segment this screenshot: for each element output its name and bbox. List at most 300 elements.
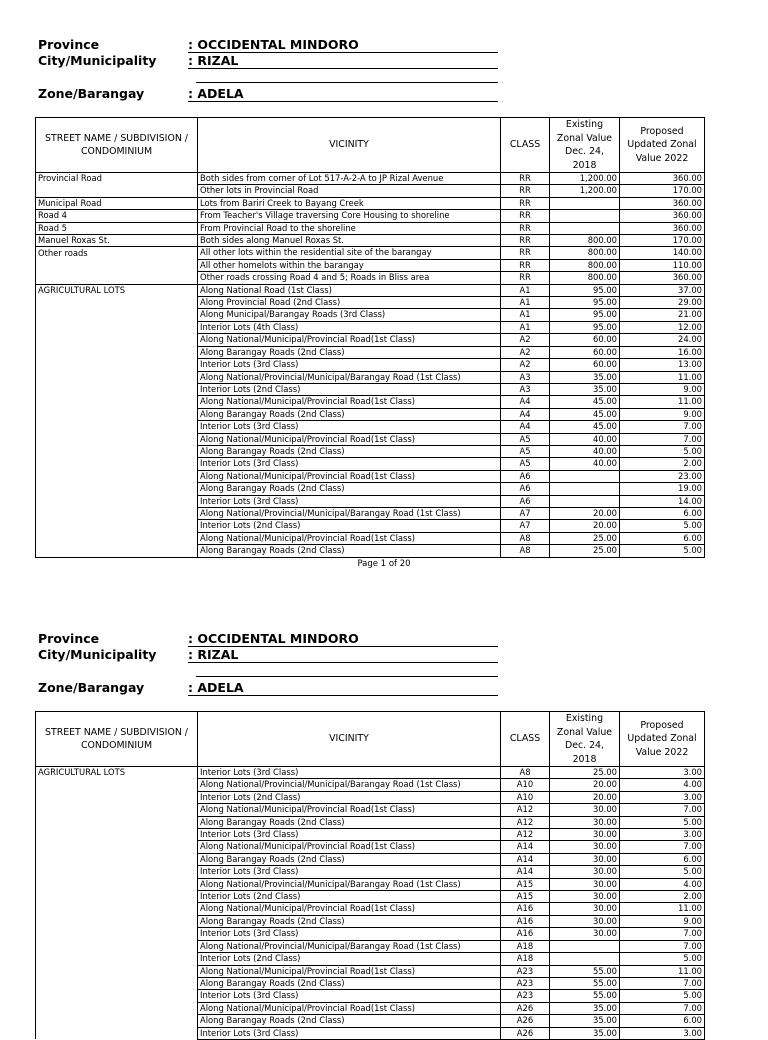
- table-header-row: [36, 712, 705, 767]
- existing-value-cell: 30.00: [550, 878, 620, 890]
- proposed-value-cell: 11.00: [620, 371, 705, 383]
- page-number: Page 1 of 20: [357, 559, 411, 569]
- table-row: [36, 779, 705, 791]
- proposed-value-cell: 24.00: [620, 334, 705, 346]
- existing-value-cell: 800.00: [550, 272, 620, 284]
- table-row: [36, 853, 705, 865]
- vicinity-cell: Interior Lots (3rd Class): [198, 421, 501, 433]
- proposed-value-cell: 12.00: [620, 321, 705, 333]
- vicinity-cell: Interior Lots (3rd Class): [198, 495, 501, 507]
- proposed-value-cell: 6.00: [620, 532, 705, 544]
- street-cell: [36, 334, 198, 346]
- zone-label: Zone/Barangay: [38, 680, 145, 695]
- existing-value-cell: 30.00: [550, 804, 620, 816]
- existing-value-cell: 45.00: [550, 408, 620, 420]
- existing-value-cell: 40.00: [550, 445, 620, 457]
- street-cell: [36, 421, 198, 433]
- table-row: [36, 767, 705, 779]
- existing-value-cell: 30.00: [550, 866, 620, 878]
- class-cell: RR: [501, 235, 550, 247]
- table-row: [36, 259, 705, 271]
- vicinity-cell: Along National/Municipal/Provincial Road(1st Class): [198, 965, 501, 977]
- table-row: [36, 421, 705, 433]
- table-row: [36, 458, 705, 470]
- province-value: : OCCIDENTAL MINDORO: [188, 37, 498, 53]
- zonal-value-table-page-2: [35, 711, 705, 1040]
- existing-value-cell: 1,200.00: [550, 185, 620, 197]
- col-proposed-header: Proposed Updated Zonal Value 2022: [620, 712, 705, 767]
- vicinity-cell: Interior Lots (3rd Class): [198, 866, 501, 878]
- vicinity-cell: Lots from Bariri Creek to Bayang Creek: [198, 197, 501, 209]
- table-row: [36, 866, 705, 878]
- class-cell: A8: [501, 532, 550, 544]
- existing-value-cell: 35.00: [550, 1027, 620, 1039]
- header-rule: [196, 82, 498, 83]
- vicinity-cell: Along Barangay Roads (2nd Class): [198, 915, 501, 927]
- street-cell: [36, 940, 198, 952]
- existing-value-cell: [550, 953, 620, 965]
- street-cell: [36, 359, 198, 371]
- proposed-value-cell: 7.00: [620, 1002, 705, 1014]
- city-value: : RIZAL: [188, 53, 498, 69]
- table-row: [36, 928, 705, 940]
- city-label: City/Municipality: [38, 647, 157, 662]
- proposed-value-cell: 6.00: [620, 853, 705, 865]
- existing-value-cell: 45.00: [550, 421, 620, 433]
- class-cell: A1: [501, 321, 550, 333]
- existing-value-cell: 1,200.00: [550, 173, 620, 185]
- table-row: [36, 334, 705, 346]
- street-cell: [36, 520, 198, 532]
- class-cell: A4: [501, 396, 550, 408]
- street-cell: [36, 396, 198, 408]
- vicinity-cell: From Teacher's Village traversing Core Housing to shoreline: [198, 210, 501, 222]
- proposed-value-cell: 5.00: [620, 445, 705, 457]
- class-cell: A4: [501, 408, 550, 420]
- street-cell: AGRICULTURAL LOTS: [36, 284, 198, 296]
- street-cell: [36, 853, 198, 865]
- proposed-value-cell: 7.00: [620, 928, 705, 940]
- proposed-value-cell: 37.00: [620, 284, 705, 296]
- proposed-value-cell: 360.00: [620, 272, 705, 284]
- proposed-value-cell: 11.00: [620, 903, 705, 915]
- table-row: [36, 445, 705, 457]
- table-row: [36, 804, 705, 816]
- street-cell: [36, 866, 198, 878]
- proposed-value-cell: 2.00: [620, 458, 705, 470]
- proposed-value-cell: 11.00: [620, 396, 705, 408]
- existing-value-cell: 30.00: [550, 829, 620, 841]
- proposed-value-cell: 5.00: [620, 953, 705, 965]
- proposed-value-cell: 360.00: [620, 197, 705, 209]
- proposed-value-cell: 14.00: [620, 495, 705, 507]
- street-cell: Provincial Road: [36, 173, 198, 185]
- proposed-value-cell: 360.00: [620, 173, 705, 185]
- col-vicinity-header: VICINITY: [198, 712, 501, 767]
- table-row: [36, 284, 705, 296]
- class-cell: A2: [501, 346, 550, 358]
- proposed-value-cell: 110.00: [620, 259, 705, 271]
- class-cell: A14: [501, 853, 550, 865]
- table-row: [36, 878, 705, 890]
- proposed-value-cell: 4.00: [620, 878, 705, 890]
- col-class-header: CLASS: [501, 712, 550, 767]
- vicinity-cell: Along Barangay Roads (2nd Class): [198, 408, 501, 420]
- existing-value-cell: 20.00: [550, 520, 620, 532]
- vicinity-cell: Along National/Provincial/Municipal/Barangay Road (1st Class): [198, 371, 501, 383]
- vicinity-cell: All other lots within the residential site of the barangay: [198, 247, 501, 259]
- class-cell: RR: [501, 185, 550, 197]
- table-row: [36, 346, 705, 358]
- existing-value-cell: 30.00: [550, 891, 620, 903]
- vicinity-cell: Along National/Municipal/Provincial Road(1st Class): [198, 903, 501, 915]
- table-row: [36, 383, 705, 395]
- street-cell: [36, 185, 198, 197]
- table-row: [36, 210, 705, 222]
- existing-value-cell: 40.00: [550, 458, 620, 470]
- table-body-page-1: [36, 173, 705, 558]
- table-row: [36, 791, 705, 803]
- proposed-value-cell: 5.00: [620, 866, 705, 878]
- class-cell: A7: [501, 507, 550, 519]
- proposed-value-cell: 7.00: [620, 421, 705, 433]
- col-proposed-header: Proposed Updated Zonal Value 2022: [620, 118, 705, 173]
- class-cell: A18: [501, 940, 550, 952]
- existing-value-cell: 30.00: [550, 816, 620, 828]
- table-row: [36, 173, 705, 185]
- proposed-value-cell: 16.00: [620, 346, 705, 358]
- proposed-value-cell: 3.00: [620, 1027, 705, 1039]
- class-cell: A2: [501, 359, 550, 371]
- vicinity-cell: Along National/Municipal/Provincial Road(1st Class): [198, 804, 501, 816]
- street-cell: [36, 915, 198, 927]
- existing-value-cell: [550, 483, 620, 495]
- street-cell: Road 4: [36, 210, 198, 222]
- street-cell: [36, 804, 198, 816]
- street-cell: [36, 829, 198, 841]
- existing-value-cell: 35.00: [550, 371, 620, 383]
- class-cell: A23: [501, 965, 550, 977]
- vicinity-cell: Along Barangay Roads (2nd Class): [198, 346, 501, 358]
- existing-value-cell: 25.00: [550, 767, 620, 779]
- street-cell: [36, 816, 198, 828]
- vicinity-cell: Interior Lots (3rd Class): [198, 829, 501, 841]
- proposed-value-cell: 6.00: [620, 1015, 705, 1027]
- existing-value-cell: 95.00: [550, 309, 620, 321]
- vicinity-cell: Interior Lots (2nd Class): [198, 891, 501, 903]
- existing-value-cell: [550, 495, 620, 507]
- existing-value-cell: 55.00: [550, 965, 620, 977]
- proposed-value-cell: 9.00: [620, 408, 705, 420]
- city-label: City/Municipality: [38, 53, 157, 68]
- class-cell: A5: [501, 458, 550, 470]
- existing-value-cell: 60.00: [550, 346, 620, 358]
- vicinity-cell: Interior Lots (2nd Class): [198, 383, 501, 395]
- proposed-value-cell: 360.00: [620, 222, 705, 234]
- vicinity-cell: Along Barangay Roads (2nd Class): [198, 853, 501, 865]
- street-cell: [36, 297, 198, 309]
- class-cell: A16: [501, 928, 550, 940]
- vicinity-cell: Along National/Provincial/Municipal/Barangay Road (1st Class): [198, 779, 501, 791]
- class-cell: A15: [501, 891, 550, 903]
- class-cell: A26: [501, 1027, 550, 1039]
- proposed-value-cell: 7.00: [620, 433, 705, 445]
- street-cell: [36, 779, 198, 791]
- vicinity-cell: Interior Lots (3rd Class): [198, 1027, 501, 1039]
- vicinity-cell: All other homelots within the barangay: [198, 259, 501, 271]
- class-cell: A26: [501, 1002, 550, 1014]
- class-cell: RR: [501, 173, 550, 185]
- vicinity-cell: Along National/Municipal/Provincial Road(1st Class): [198, 396, 501, 408]
- proposed-value-cell: 11.00: [620, 965, 705, 977]
- vicinity-cell: Along National Road (1st Class): [198, 284, 501, 296]
- proposed-value-cell: 21.00: [620, 309, 705, 321]
- table-row: [36, 309, 705, 321]
- table-row: [36, 520, 705, 532]
- existing-value-cell: 95.00: [550, 321, 620, 333]
- existing-value-cell: 55.00: [550, 990, 620, 1002]
- vicinity-cell: Along Barangay Roads (2nd Class): [198, 816, 501, 828]
- vicinity-cell: Interior Lots (3rd Class): [198, 359, 501, 371]
- street-cell: [36, 383, 198, 395]
- table-row: [36, 433, 705, 445]
- proposed-value-cell: 170.00: [620, 235, 705, 247]
- col-existing-header: Existing Zonal Value Dec. 24, 2018: [550, 118, 620, 173]
- table-row: [36, 470, 705, 482]
- vicinity-cell: Interior Lots (4th Class): [198, 321, 501, 333]
- class-cell: A6: [501, 495, 550, 507]
- street-cell: [36, 545, 198, 557]
- street-cell: [36, 507, 198, 519]
- proposed-value-cell: 7.00: [620, 804, 705, 816]
- class-cell: A1: [501, 297, 550, 309]
- proposed-value-cell: 3.00: [620, 767, 705, 779]
- province-value: : OCCIDENTAL MINDORO: [188, 631, 498, 647]
- vicinity-cell: Interior Lots (3rd Class): [198, 767, 501, 779]
- existing-value-cell: 30.00: [550, 903, 620, 915]
- table-row: [36, 371, 705, 383]
- table-row: [36, 829, 705, 841]
- proposed-value-cell: 2.00: [620, 891, 705, 903]
- class-cell: A8: [501, 545, 550, 557]
- proposed-value-cell: 29.00: [620, 297, 705, 309]
- proposed-value-cell: 7.00: [620, 841, 705, 853]
- table-body-page-2: [36, 767, 705, 1040]
- vicinity-cell: Interior Lots (2nd Class): [198, 791, 501, 803]
- vicinity-cell: Along Provincial Road (2nd Class): [198, 297, 501, 309]
- col-street-header: STREET NAME / SUBDIVISION / CONDOMINIUM: [36, 118, 198, 173]
- table-row: [36, 915, 705, 927]
- table-row: [36, 841, 705, 853]
- vicinity-cell: Along Barangay Roads (2nd Class): [198, 545, 501, 557]
- class-cell: RR: [501, 197, 550, 209]
- table-row: [36, 977, 705, 989]
- existing-value-cell: 30.00: [550, 841, 620, 853]
- existing-value-cell: 30.00: [550, 915, 620, 927]
- existing-value-cell: 45.00: [550, 396, 620, 408]
- street-cell: Municipal Road: [36, 197, 198, 209]
- proposed-value-cell: 140.00: [620, 247, 705, 259]
- class-cell: A12: [501, 816, 550, 828]
- table-row: [36, 1015, 705, 1027]
- street-cell: [36, 408, 198, 420]
- col-street-header: STREET NAME / SUBDIVISION / CONDOMINIUM: [36, 712, 198, 767]
- street-cell: Other roads: [36, 247, 198, 259]
- street-cell: [36, 928, 198, 940]
- existing-value-cell: 40.00: [550, 433, 620, 445]
- class-cell: A3: [501, 383, 550, 395]
- table-row: [36, 272, 705, 284]
- vicinity-cell: Along National/Municipal/Provincial Road(1st Class): [198, 334, 501, 346]
- table-row: [36, 408, 705, 420]
- class-cell: A8: [501, 767, 550, 779]
- class-cell: A26: [501, 1015, 550, 1027]
- table-row: [36, 359, 705, 371]
- street-cell: [36, 346, 198, 358]
- existing-value-cell: 800.00: [550, 235, 620, 247]
- proposed-value-cell: 3.00: [620, 791, 705, 803]
- street-cell: [36, 371, 198, 383]
- vicinity-cell: Along National/Municipal/Provincial Road(1st Class): [198, 841, 501, 853]
- street-cell: Road 5: [36, 222, 198, 234]
- street-cell: [36, 445, 198, 457]
- proposed-value-cell: 13.00: [620, 359, 705, 371]
- class-cell: A1: [501, 309, 550, 321]
- zone-label: Zone/Barangay: [38, 86, 145, 101]
- proposed-value-cell: 5.00: [620, 520, 705, 532]
- street-cell: [36, 841, 198, 853]
- header-rule: [196, 676, 498, 677]
- province-label: Province: [38, 37, 100, 52]
- existing-value-cell: 55.00: [550, 977, 620, 989]
- class-cell: A4: [501, 421, 550, 433]
- table-row: [36, 396, 705, 408]
- existing-value-cell: 95.00: [550, 297, 620, 309]
- vicinity-cell: Interior Lots (2nd Class): [198, 953, 501, 965]
- vicinity-cell: Along Barangay Roads (2nd Class): [198, 977, 501, 989]
- class-cell: A23: [501, 990, 550, 1002]
- zone-value: : ADELA: [188, 86, 498, 102]
- street-cell: [36, 903, 198, 915]
- class-cell: A10: [501, 791, 550, 803]
- street-cell: [36, 309, 198, 321]
- street-cell: [36, 470, 198, 482]
- col-class-header: CLASS: [501, 118, 550, 173]
- class-cell: RR: [501, 222, 550, 234]
- existing-value-cell: 30.00: [550, 853, 620, 865]
- table-row: [36, 235, 705, 247]
- zonal-value-table-page-1: [35, 117, 705, 558]
- class-cell: A3: [501, 371, 550, 383]
- table-row: [36, 990, 705, 1002]
- existing-value-cell: [550, 470, 620, 482]
- existing-value-cell: 35.00: [550, 383, 620, 395]
- class-cell: A14: [501, 866, 550, 878]
- existing-value-cell: 20.00: [550, 779, 620, 791]
- vicinity-cell: Other lots in Provincial Road: [198, 185, 501, 197]
- class-cell: A16: [501, 903, 550, 915]
- vicinity-cell: Both sides from corner of Lot 517-A-2-A to JP Rizal Avenue: [198, 173, 501, 185]
- table-row: [36, 1002, 705, 1014]
- proposed-value-cell: 4.00: [620, 779, 705, 791]
- vicinity-cell: Along National/Provincial/Municipal/Barangay Road (1st Class): [198, 507, 501, 519]
- street-cell: [36, 433, 198, 445]
- street-cell: [36, 321, 198, 333]
- table-row: [36, 816, 705, 828]
- class-cell: A12: [501, 804, 550, 816]
- class-cell: RR: [501, 259, 550, 271]
- street-cell: AGRICULTURAL LOTS: [36, 767, 198, 779]
- existing-value-cell: 35.00: [550, 1002, 620, 1014]
- existing-value-cell: 20.00: [550, 507, 620, 519]
- class-cell: A6: [501, 470, 550, 482]
- table-row: [36, 903, 705, 915]
- existing-value-cell: 800.00: [550, 247, 620, 259]
- class-cell: RR: [501, 210, 550, 222]
- street-cell: [36, 483, 198, 495]
- city-value: : RIZAL: [188, 647, 498, 663]
- street-cell: [36, 891, 198, 903]
- existing-value-cell: 35.00: [550, 1015, 620, 1027]
- street-cell: [36, 259, 198, 271]
- table-row: [36, 197, 705, 209]
- table-row: [36, 495, 705, 507]
- vicinity-cell: Interior Lots (3rd Class): [198, 990, 501, 1002]
- col-existing-header: Existing Zonal Value Dec. 24, 2018: [550, 712, 620, 767]
- table-row: [36, 185, 705, 197]
- street-cell: [36, 953, 198, 965]
- existing-value-cell: [550, 940, 620, 952]
- table-row: [36, 940, 705, 952]
- street-cell: Manuel Roxas St.: [36, 235, 198, 247]
- vicinity-cell: Both sides along Manuel Roxas St.: [198, 235, 501, 247]
- class-cell: A23: [501, 977, 550, 989]
- vicinity-cell: Along Barangay Roads (2nd Class): [198, 1015, 501, 1027]
- table-row: [36, 545, 705, 557]
- existing-value-cell: 60.00: [550, 334, 620, 346]
- existing-value-cell: 60.00: [550, 359, 620, 371]
- street-cell: [36, 532, 198, 544]
- proposed-value-cell: 5.00: [620, 816, 705, 828]
- existing-value-cell: 25.00: [550, 545, 620, 557]
- province-label: Province: [38, 631, 100, 646]
- street-cell: [36, 272, 198, 284]
- table-row: [36, 532, 705, 544]
- proposed-value-cell: 23.00: [620, 470, 705, 482]
- table-header-row: [36, 118, 705, 173]
- vicinity-cell: Along Barangay Roads (2nd Class): [198, 445, 501, 457]
- class-cell: A5: [501, 433, 550, 445]
- street-cell: [36, 791, 198, 803]
- proposed-value-cell: 360.00: [620, 210, 705, 222]
- class-cell: A5: [501, 445, 550, 457]
- existing-value-cell: 95.00: [550, 284, 620, 296]
- class-cell: A18: [501, 953, 550, 965]
- class-cell: A10: [501, 779, 550, 791]
- table-row: [36, 297, 705, 309]
- existing-value-cell: 25.00: [550, 532, 620, 544]
- vicinity-cell: Interior Lots (2nd Class): [198, 520, 501, 532]
- proposed-value-cell: 9.00: [620, 915, 705, 927]
- proposed-value-cell: 5.00: [620, 990, 705, 1002]
- class-cell: A7: [501, 520, 550, 532]
- class-cell: A12: [501, 829, 550, 841]
- vicinity-cell: Along Municipal/Barangay Roads (3rd Class): [198, 309, 501, 321]
- existing-value-cell: 30.00: [550, 928, 620, 940]
- vicinity-cell: Along Barangay Roads (2nd Class): [198, 483, 501, 495]
- vicinity-cell: Along National/Municipal/Provincial Road(1st Class): [198, 470, 501, 482]
- vicinity-cell: Interior Lots (3rd Class): [198, 458, 501, 470]
